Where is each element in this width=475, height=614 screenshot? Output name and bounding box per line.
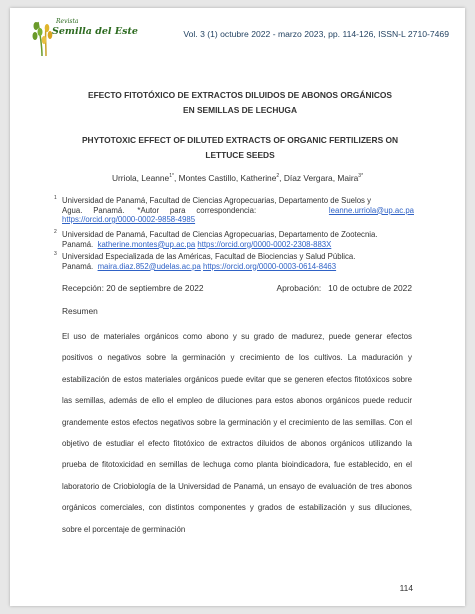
affiliation-line bbox=[62, 240, 414, 250]
page-number: 114 bbox=[399, 583, 413, 593]
affiliation-1 bbox=[54, 195, 414, 225]
author-superscript: 2 bbox=[276, 173, 280, 180]
affiliation-line bbox=[62, 262, 414, 272]
affiliation-line: Universidad de Panamá, Facultad de Ciencias Agropecuarias, Departamento de Suelos y bbox=[62, 196, 372, 205]
submission-dates bbox=[62, 283, 412, 293]
email-link[interactable]: katherine.montes@up.ac.pa bbox=[97, 239, 196, 249]
affiliation-number: 1 bbox=[54, 195, 57, 201]
logo-title: Semilla del Este bbox=[52, 26, 138, 37]
abstract-paragraph: El uso de materiales orgánicos como abono y su grado de madurez, puede generar efectos positivos o negativos sobre la germinación y crecimiento de los cultivos. La maduración y estabilización de estos materiales orgánicos puede evitar que se generen efectos fitotóxicos sobre las semillas, además de ello el empleo de diluciones para estos abonos orgánicos puede reducir grandemente estos efectos negativos sobre la germinación y el crecimiento de las semillas. Con el objetivo de estudiar el efecto fitotóxico de extractos diluidos de abonos orgánicos utilizando la prueba de fitotoxicidad en semillas de lechuga como planta bioindicadora, fue establecido, en el laboratorio de Criobiología de la Universidad de Panamá, un ensayo de evaluación de tres abonos orgánicos comerciales, con distintos componentes y grados de estabilización y sus diluciones, sobre el porcentaje de germinación bbox=[62, 332, 412, 534]
journal-volume-info: Vol. 3 (1) octubre 2022 - marzo 2023, pp. 114-126, ISSN-L 2710-7469 bbox=[183, 29, 449, 39]
author-superscript: 3* bbox=[358, 173, 364, 180]
affiliation-line: Universidad Especializada de las Américas, Facultad de Biociencias y Salud Pública. bbox=[62, 252, 356, 261]
author-list: Urriola, Leanne$^{1*}$, Montes Castillo, Katherine$^2$, Díaz Vergara, Maira$^{3*}$ bbox=[111, 173, 364, 183]
author-name: Montes Castillo, Katherine bbox=[178, 173, 277, 183]
abstract-heading: Resumen bbox=[62, 306, 98, 316]
affiliation-text: Panamá. bbox=[62, 239, 94, 249]
title-english-line-2: LETTUCE SEEDS bbox=[205, 150, 275, 160]
affiliation-2 bbox=[54, 229, 414, 249]
affiliation-line bbox=[62, 206, 414, 216]
title-spanish-line-1: EFECTO FITOTÓXICO DE EXTRACTOS DILUIDOS DE ABONOS ORGÁNICOS bbox=[87, 90, 392, 100]
received-date: Recepción: 20 de septiembre de 2022 bbox=[62, 283, 204, 293]
affiliation-line: Universidad de Panamá, Facultad de Ciencias Agropecuarias, Departamento de Zootecnia. bbox=[62, 230, 378, 239]
author-superscript: 1* bbox=[169, 173, 174, 180]
affiliation-text: Agua. Panamá. *Autor para correspondencia: bbox=[62, 205, 257, 215]
email-link[interactable]: maira.diaz.852@udelas.ac.pa bbox=[97, 261, 201, 271]
affiliation-text: Panamá. bbox=[62, 261, 94, 271]
logo-subtitle: Revista bbox=[56, 18, 79, 25]
author-name: Díaz Vergara, Maira bbox=[283, 173, 359, 183]
approved-date: Aprobación: 10 de octubre de 2022 bbox=[276, 283, 412, 293]
email-link[interactable]: leanne.urriola@up.ac.pa bbox=[328, 205, 414, 215]
title-spanish-line-2: EN SEMILLAS DE LECHUGA bbox=[183, 105, 297, 115]
document-page bbox=[10, 8, 465, 606]
title-english-line-1: PHYTOTOXIC EFFECT OF DILUTED EXTRACTS OF ORGANIC FERTILIZERS ON bbox=[81, 135, 399, 145]
journal-logo bbox=[30, 16, 140, 58]
affiliation-number: 3 bbox=[54, 251, 57, 257]
orcid-link[interactable]: https://orcid.org/0000-0002-9858-4985 bbox=[62, 215, 196, 224]
title-english bbox=[50, 133, 430, 163]
orcid-link[interactable]: https://orcid.org/0000-0003-0614-8463 bbox=[203, 261, 337, 271]
orcid-link[interactable]: https://orcid.org/0000-0002-2308-883X bbox=[197, 239, 332, 249]
affiliation-3 bbox=[54, 251, 414, 271]
author-name: Urriola, Leanne bbox=[111, 173, 170, 183]
title-spanish bbox=[50, 88, 430, 118]
wheat-icon bbox=[30, 16, 54, 58]
affiliation-number: 2 bbox=[54, 229, 57, 235]
